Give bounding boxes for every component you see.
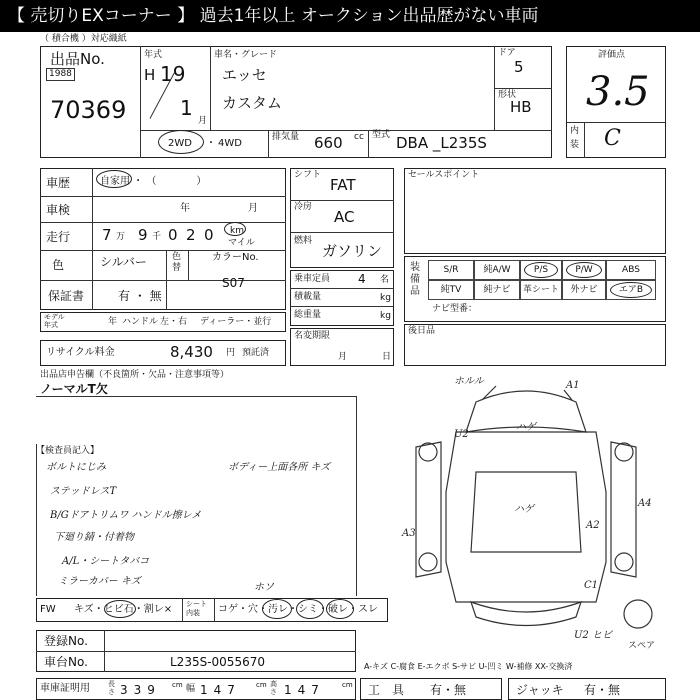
equipment-cell: S/R	[428, 260, 474, 280]
seat-circle-1	[262, 599, 292, 619]
cert-high-v: 147	[284, 683, 325, 697]
diagram-mark-9: C1	[584, 580, 599, 591]
diagram-mark-7: A3	[402, 528, 416, 539]
diagram-mark-2: A1	[566, 380, 580, 391]
lot-small: 1988	[46, 68, 75, 81]
wheel-rr	[615, 553, 633, 571]
chassis-label: 車台No.	[44, 655, 88, 669]
diagram-mark-10: U2 ヒビ	[574, 630, 612, 641]
diagram-legend: A-キズ C-腐食 E-エクボ S-サビ U-凹ミ W-補修 XX-交換済	[364, 662, 573, 671]
drive-sep: ・	[206, 138, 216, 149]
km-unit: km	[230, 226, 244, 236]
equipment-cell: 革シート	[520, 280, 562, 300]
dealer-label: ディーラー・並行	[200, 317, 272, 327]
lot-number: 70369	[50, 96, 127, 124]
diagram-mark-1: ホルル	[454, 376, 484, 387]
seat-circle-2	[296, 599, 324, 619]
history-value: 自家用 ・ （ ）	[100, 176, 207, 187]
fuel-label: 燃料	[294, 236, 313, 246]
name-change-label: 名変期限	[294, 331, 331, 341]
car-rear-outline	[471, 602, 581, 626]
history-label: 車歴	[46, 176, 71, 190]
extra-mark: ホソ	[254, 582, 274, 593]
equipment-circle	[524, 262, 558, 278]
diagram-mark-3: ハゲ	[516, 422, 536, 433]
color-value: シルバー	[100, 255, 147, 269]
model-name: エッセ	[222, 66, 267, 84]
equipment-circle	[610, 282, 652, 298]
chassis-no: L235S-0055670	[170, 655, 265, 669]
navi-label: ナビ型番：	[432, 304, 478, 314]
equipment-cell: 純TV	[428, 280, 474, 300]
month: 1	[180, 96, 193, 120]
equipment-label: 装備品	[410, 262, 420, 297]
model-year-label: モデル年式	[44, 313, 65, 329]
era: H	[144, 66, 156, 84]
color-change: 色替	[172, 252, 182, 273]
score: 3.5	[586, 69, 650, 115]
fw-label: FW	[40, 604, 56, 615]
car-left-side	[416, 442, 441, 577]
note-line-2: ステッドレスT	[50, 486, 117, 497]
sales-point-label: セールスポイント	[408, 170, 480, 180]
after-box	[404, 324, 666, 366]
capacity: 4	[358, 272, 366, 286]
cc-unit: cc	[354, 132, 364, 142]
mileage-d3: 0	[168, 226, 178, 244]
car-right-side	[611, 442, 636, 577]
car-diagram	[396, 372, 686, 652]
mile-unit: マイル	[228, 238, 255, 248]
cert-high: 高さ	[270, 680, 277, 696]
disp-label: 排気量	[272, 132, 300, 142]
inspection-year: 年	[180, 203, 190, 214]
car-body-outline	[446, 432, 606, 602]
year: 19	[160, 62, 186, 86]
spare-tire	[624, 600, 652, 628]
banner: 【 売切りEXコーナー 】 過去1年以上 オークション出品歴がない車両	[0, 0, 700, 32]
inspector-label: 【検査員記入】	[36, 446, 100, 456]
top-note: （ 積合機 ）対応織紙	[40, 34, 127, 44]
load-label: 積載量	[294, 292, 322, 302]
note-line-6: ミラーカバー キズ	[58, 576, 141, 587]
equipment-cell: 純A/W	[474, 260, 520, 280]
handle-label: ハンドル	[122, 317, 159, 327]
wheel-fl	[419, 443, 437, 461]
equipment-cell: 外ナビ	[562, 280, 606, 300]
reg-label: 登録No.	[44, 634, 88, 648]
name-change-day: 日	[382, 352, 392, 362]
interior-label-2: 装	[570, 140, 580, 150]
shape: HB	[510, 98, 532, 116]
kg-1: kg	[380, 293, 391, 303]
cert-cm-1: cm	[172, 681, 183, 689]
kg-2: kg	[380, 311, 391, 321]
cert-long-v: 339	[120, 683, 161, 697]
inspection-month: 月	[248, 203, 258, 214]
fuel: ガソリン	[322, 242, 383, 260]
cert-cm-2: cm	[256, 681, 267, 689]
color-no: S07	[222, 276, 245, 290]
gross-label: 総重量	[294, 310, 322, 320]
seat-circle-3	[326, 599, 354, 619]
note-line-5: A/L・シートタバコ	[62, 556, 150, 567]
color-no-label: カラーNo.	[212, 252, 259, 263]
mileage-d2: 9	[138, 226, 148, 244]
type-label: 型式	[372, 130, 391, 140]
aircon: AC	[334, 208, 355, 226]
warranty-value: 有 ・ 無	[118, 289, 162, 303]
cert-label: 車庫証明用	[40, 683, 90, 694]
note-line-7: ボディー上面各所 キズ	[228, 462, 331, 473]
name-change-month: 月	[338, 352, 348, 362]
aircon-label: 冷房	[294, 202, 313, 212]
score-label: 評価点	[598, 50, 626, 60]
drive-2wd: 2WD	[168, 138, 192, 149]
model-year-unit: 年	[108, 317, 118, 327]
year-label: 年式	[144, 50, 163, 60]
handle-value: 左・右	[160, 317, 188, 327]
note-line-4: 下廻り錆・付着物	[54, 532, 134, 543]
cert-cm-3: cm	[342, 681, 353, 689]
recycle-unit: 円	[226, 348, 236, 358]
model-label: 車名・グレード	[214, 50, 278, 60]
drive-circle	[158, 130, 204, 154]
declared-label: 出品店申告欄（不良箇所・欠品・注意事項等）	[40, 370, 230, 380]
interior-label-1: 内	[570, 126, 580, 136]
inspection-label: 車検	[46, 203, 71, 217]
wheel-fr	[615, 443, 633, 461]
cert-wide: 幅	[186, 684, 196, 694]
color-label: 色	[52, 258, 65, 272]
after-label: 後日品	[408, 326, 436, 336]
recycle-amount: 8,430	[170, 343, 213, 361]
warranty-label: 保証書	[48, 289, 85, 303]
mileage-label: 走行	[46, 230, 71, 244]
diagram-mark-6: A4	[638, 498, 652, 509]
doors: 5	[514, 58, 524, 76]
capacity-label: 乗車定員	[294, 274, 331, 284]
recycle-note: 預託済	[242, 348, 270, 358]
mileage-d1: 7	[102, 226, 112, 244]
month-unit: 月	[198, 116, 208, 126]
note-line-1: ボルトにじみ	[46, 462, 106, 473]
cert-long: 長さ	[108, 680, 115, 696]
fw-value: キズ・ヒビ石・割レ×	[74, 604, 173, 615]
capacity-unit: 名	[380, 275, 390, 285]
tool-label: 工 具	[368, 683, 405, 697]
tool-value: 有・無	[430, 683, 467, 697]
mileage-u1: 万	[116, 232, 126, 242]
equipment-cell: ABS	[606, 260, 656, 280]
doors-label: ドア	[498, 48, 516, 58]
seat-label: シート内装	[186, 600, 207, 617]
history-circle	[96, 170, 132, 188]
jack-label: ジャッキ	[516, 683, 564, 697]
diagram-mark-5: ハゲ	[514, 504, 534, 515]
equipment-circle	[566, 262, 602, 278]
lot-label: 出品No.	[50, 50, 105, 68]
equipment-cell: エアB	[606, 280, 656, 300]
km-circle	[224, 222, 246, 236]
mileage-d5: 0	[204, 226, 214, 244]
equipment-cell: P/W	[562, 260, 606, 280]
shift-label: シフト	[294, 170, 322, 180]
displacement: 660	[314, 134, 343, 152]
note-line-3: B/Gドアトリムワ ハンドル擦レメ	[50, 510, 202, 521]
diagram-mark-8: A2	[586, 520, 600, 531]
seat-value: コゲ・穴・汚レ・シミ・破レ・スレ	[218, 604, 378, 615]
equipment-cell: 純ナビ	[474, 280, 520, 300]
shift: FAT	[330, 176, 356, 194]
mileage-d4: 2	[186, 226, 196, 244]
jack-value: 有・無	[584, 683, 621, 697]
fw-circle	[104, 600, 136, 618]
declared-text: ノーマルT欠	[40, 382, 108, 396]
model-type: DBA _L235S	[396, 134, 487, 152]
equipment-cell: P/S	[520, 260, 562, 280]
cert-wide-v: 147	[200, 683, 241, 697]
drive-4wd: 4WD	[218, 138, 242, 149]
wheel-rl	[419, 553, 437, 571]
grade: カスタム	[222, 94, 283, 112]
interior-grade: C	[604, 126, 621, 151]
scribble-front	[482, 386, 572, 400]
diagram-mark-4: U2	[454, 429, 469, 440]
mileage-u2: 千	[152, 232, 162, 242]
shape-label: 形状	[498, 90, 517, 100]
recycle-label: リサイクル料金	[46, 347, 115, 358]
spare-label: スペア	[628, 641, 656, 651]
